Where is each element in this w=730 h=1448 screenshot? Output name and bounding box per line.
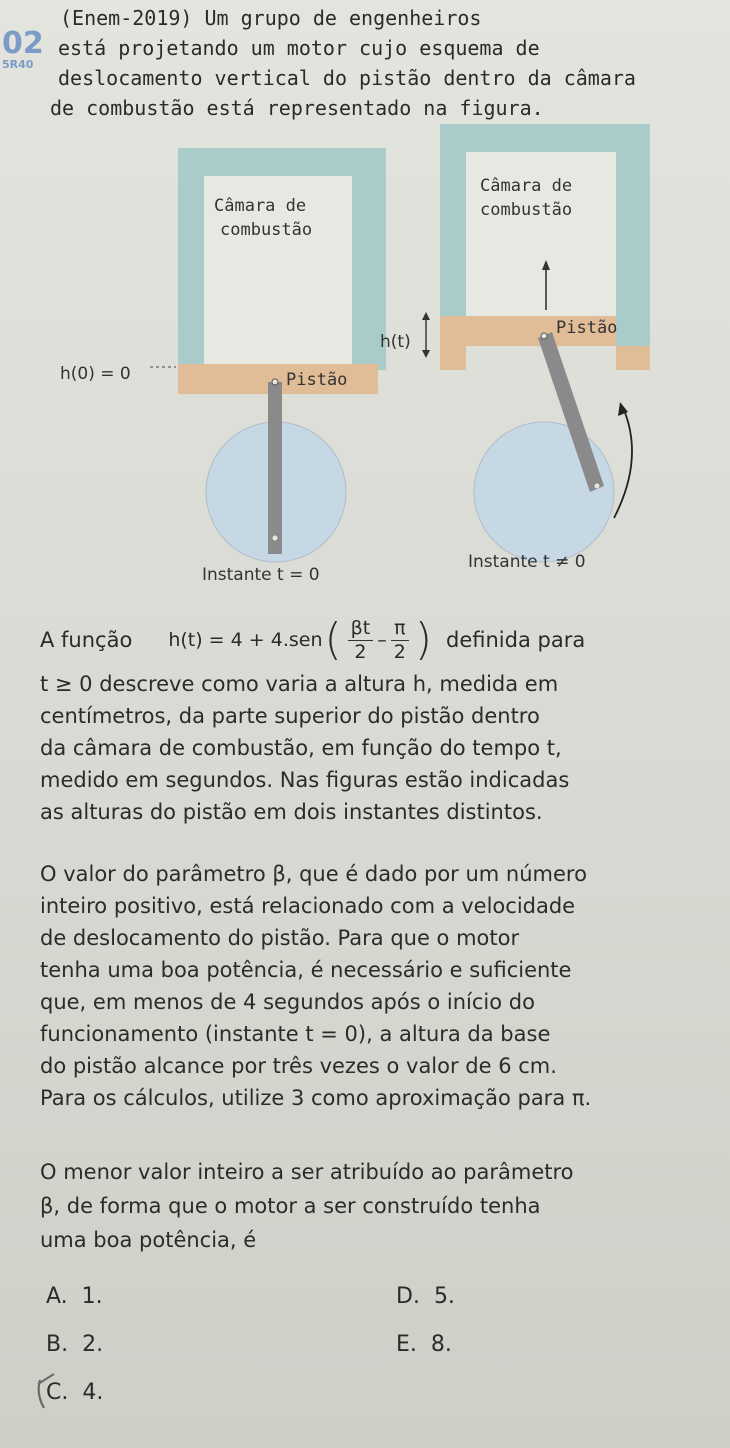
right-chamber-left-wall <box>440 124 466 330</box>
option-e-letter: E. <box>396 1332 417 1357</box>
formula-frac-2-num: π <box>391 617 408 641</box>
option-d-value: 5. <box>433 1284 455 1309</box>
option-b[interactable] <box>46 1332 103 1357</box>
option-a[interactable] <box>46 1284 103 1309</box>
intro-line-3: deslocamento vertical do pistão dentro da câmara <box>58 66 636 90</box>
option-b-value: 2. <box>82 1332 104 1357</box>
intro-line-2: está projetando um motor cujo esquema de <box>58 36 540 60</box>
right-rod-pin <box>541 333 547 339</box>
para1-line-4: medido em segundos. Nas figuras estão indicadas <box>40 768 570 792</box>
option-d-letter: D. <box>396 1284 420 1309</box>
engine-figure <box>0 120 730 590</box>
right-crank-pin <box>595 484 600 489</box>
para3-line-3: uma boa potência, é <box>40 1228 257 1252</box>
rotation-arrow-head <box>618 402 628 416</box>
formula-close-paren: ) <box>414 614 433 665</box>
option-b-letter: B. <box>46 1332 69 1357</box>
formula-minus: – <box>377 629 387 651</box>
formula-prefix: A função <box>40 628 133 652</box>
ht-label: h(t) <box>380 332 411 352</box>
right-chamber-right-wall <box>616 124 650 350</box>
right-piston-label: Pistão <box>556 318 618 338</box>
left-chamber-label-2: combustão <box>220 220 313 240</box>
right-chamber-label-2: combustão <box>480 200 573 220</box>
ht-arrow-up <box>422 312 430 320</box>
formula-frac-2-den: 2 <box>393 640 406 663</box>
para1-line-3: da câmara de combustão, em função do tempo t, <box>40 736 562 760</box>
para2-line-6: funcionamento (instante t = 0), a altura da base <box>40 1022 551 1046</box>
para1-line-2: centímetros, da parte superior do pistão dentro <box>40 704 540 728</box>
left-instant-label: Instante t = 0 <box>202 565 320 585</box>
formula-lhs: h(t) = 4 + 4.sen <box>168 629 323 651</box>
intro-line-4: de combustão está representado na figura. <box>50 96 544 120</box>
question-number: 02 <box>2 26 44 61</box>
handwritten-mark-icon <box>34 1370 74 1414</box>
para2-line-8: Para os cálculos, utilize 3 como aproximação para π. <box>40 1086 592 1110</box>
formula-frac-1-num: βt <box>348 617 374 641</box>
para3-line-2: β, de forma que o motor a ser construído tenha <box>40 1194 541 1218</box>
option-e-value: 8. <box>430 1332 452 1357</box>
left-chamber-label-1: Câmara de <box>214 196 307 216</box>
para1-line-5: as alturas do pistão em dois instantes distintos. <box>40 800 543 824</box>
option-c-letter: C. <box>46 1380 69 1405</box>
formula <box>168 614 434 665</box>
left-piston-label: Pistão <box>286 370 348 390</box>
para2-line-5: que, em menos de 4 segundos após o início do <box>40 990 535 1014</box>
formula-line <box>40 608 585 672</box>
left-rod-pin <box>272 379 278 385</box>
formula-frac-2 <box>391 617 409 664</box>
para2-line-3: de deslocamento do pistão. Para que o motor <box>40 926 520 950</box>
para2-line-2: inteiro positivo, está relacionado com a velocidade <box>40 894 576 918</box>
option-c-value: 4. <box>82 1380 104 1405</box>
rotation-arrow <box>614 410 632 518</box>
right-crank-wheel <box>474 422 614 562</box>
para3-line-1: O menor valor inteiro a ser atribuído ao parâmetro <box>40 1160 574 1184</box>
para2-line-1: O valor do parâmetro β, que é dado por um número <box>40 862 587 886</box>
option-a-value: 1. <box>81 1284 103 1309</box>
h0-label: h(0) = 0 <box>60 364 131 384</box>
question-code: 5R40 <box>2 58 34 71</box>
right-chamber-label-1: Câmara de <box>480 176 573 196</box>
para2-line-4: tenha uma boa potência, é necessário e suficiente <box>40 958 572 982</box>
option-e[interactable] <box>396 1332 452 1357</box>
right-lower-wall-right <box>616 346 650 370</box>
formula-open-paren: ( <box>324 614 342 665</box>
para2-line-7: do pistão alcance por três vezes o valor de 6 cm. <box>40 1054 557 1078</box>
formula-frac-1 <box>348 617 374 664</box>
ht-arrow-down <box>422 350 430 358</box>
intro-line-1: (Enem-2019) Um grupo de engenheiros <box>60 6 482 30</box>
option-d[interactable] <box>396 1284 455 1309</box>
formula-suffix: definida para <box>446 628 586 652</box>
formula-frac-1-den: 2 <box>354 640 367 663</box>
left-connecting-rod <box>268 382 282 554</box>
option-a-letter: A. <box>46 1284 68 1309</box>
left-crank-pin <box>273 536 278 541</box>
left-chamber-left-wall <box>178 148 204 370</box>
right-instant-label: Instante t ≠ 0 <box>468 552 586 572</box>
para1-line-1: t ≥ 0 descreve como varia a altura h, medida em <box>40 672 559 696</box>
right-lower-wall-left <box>440 346 466 370</box>
